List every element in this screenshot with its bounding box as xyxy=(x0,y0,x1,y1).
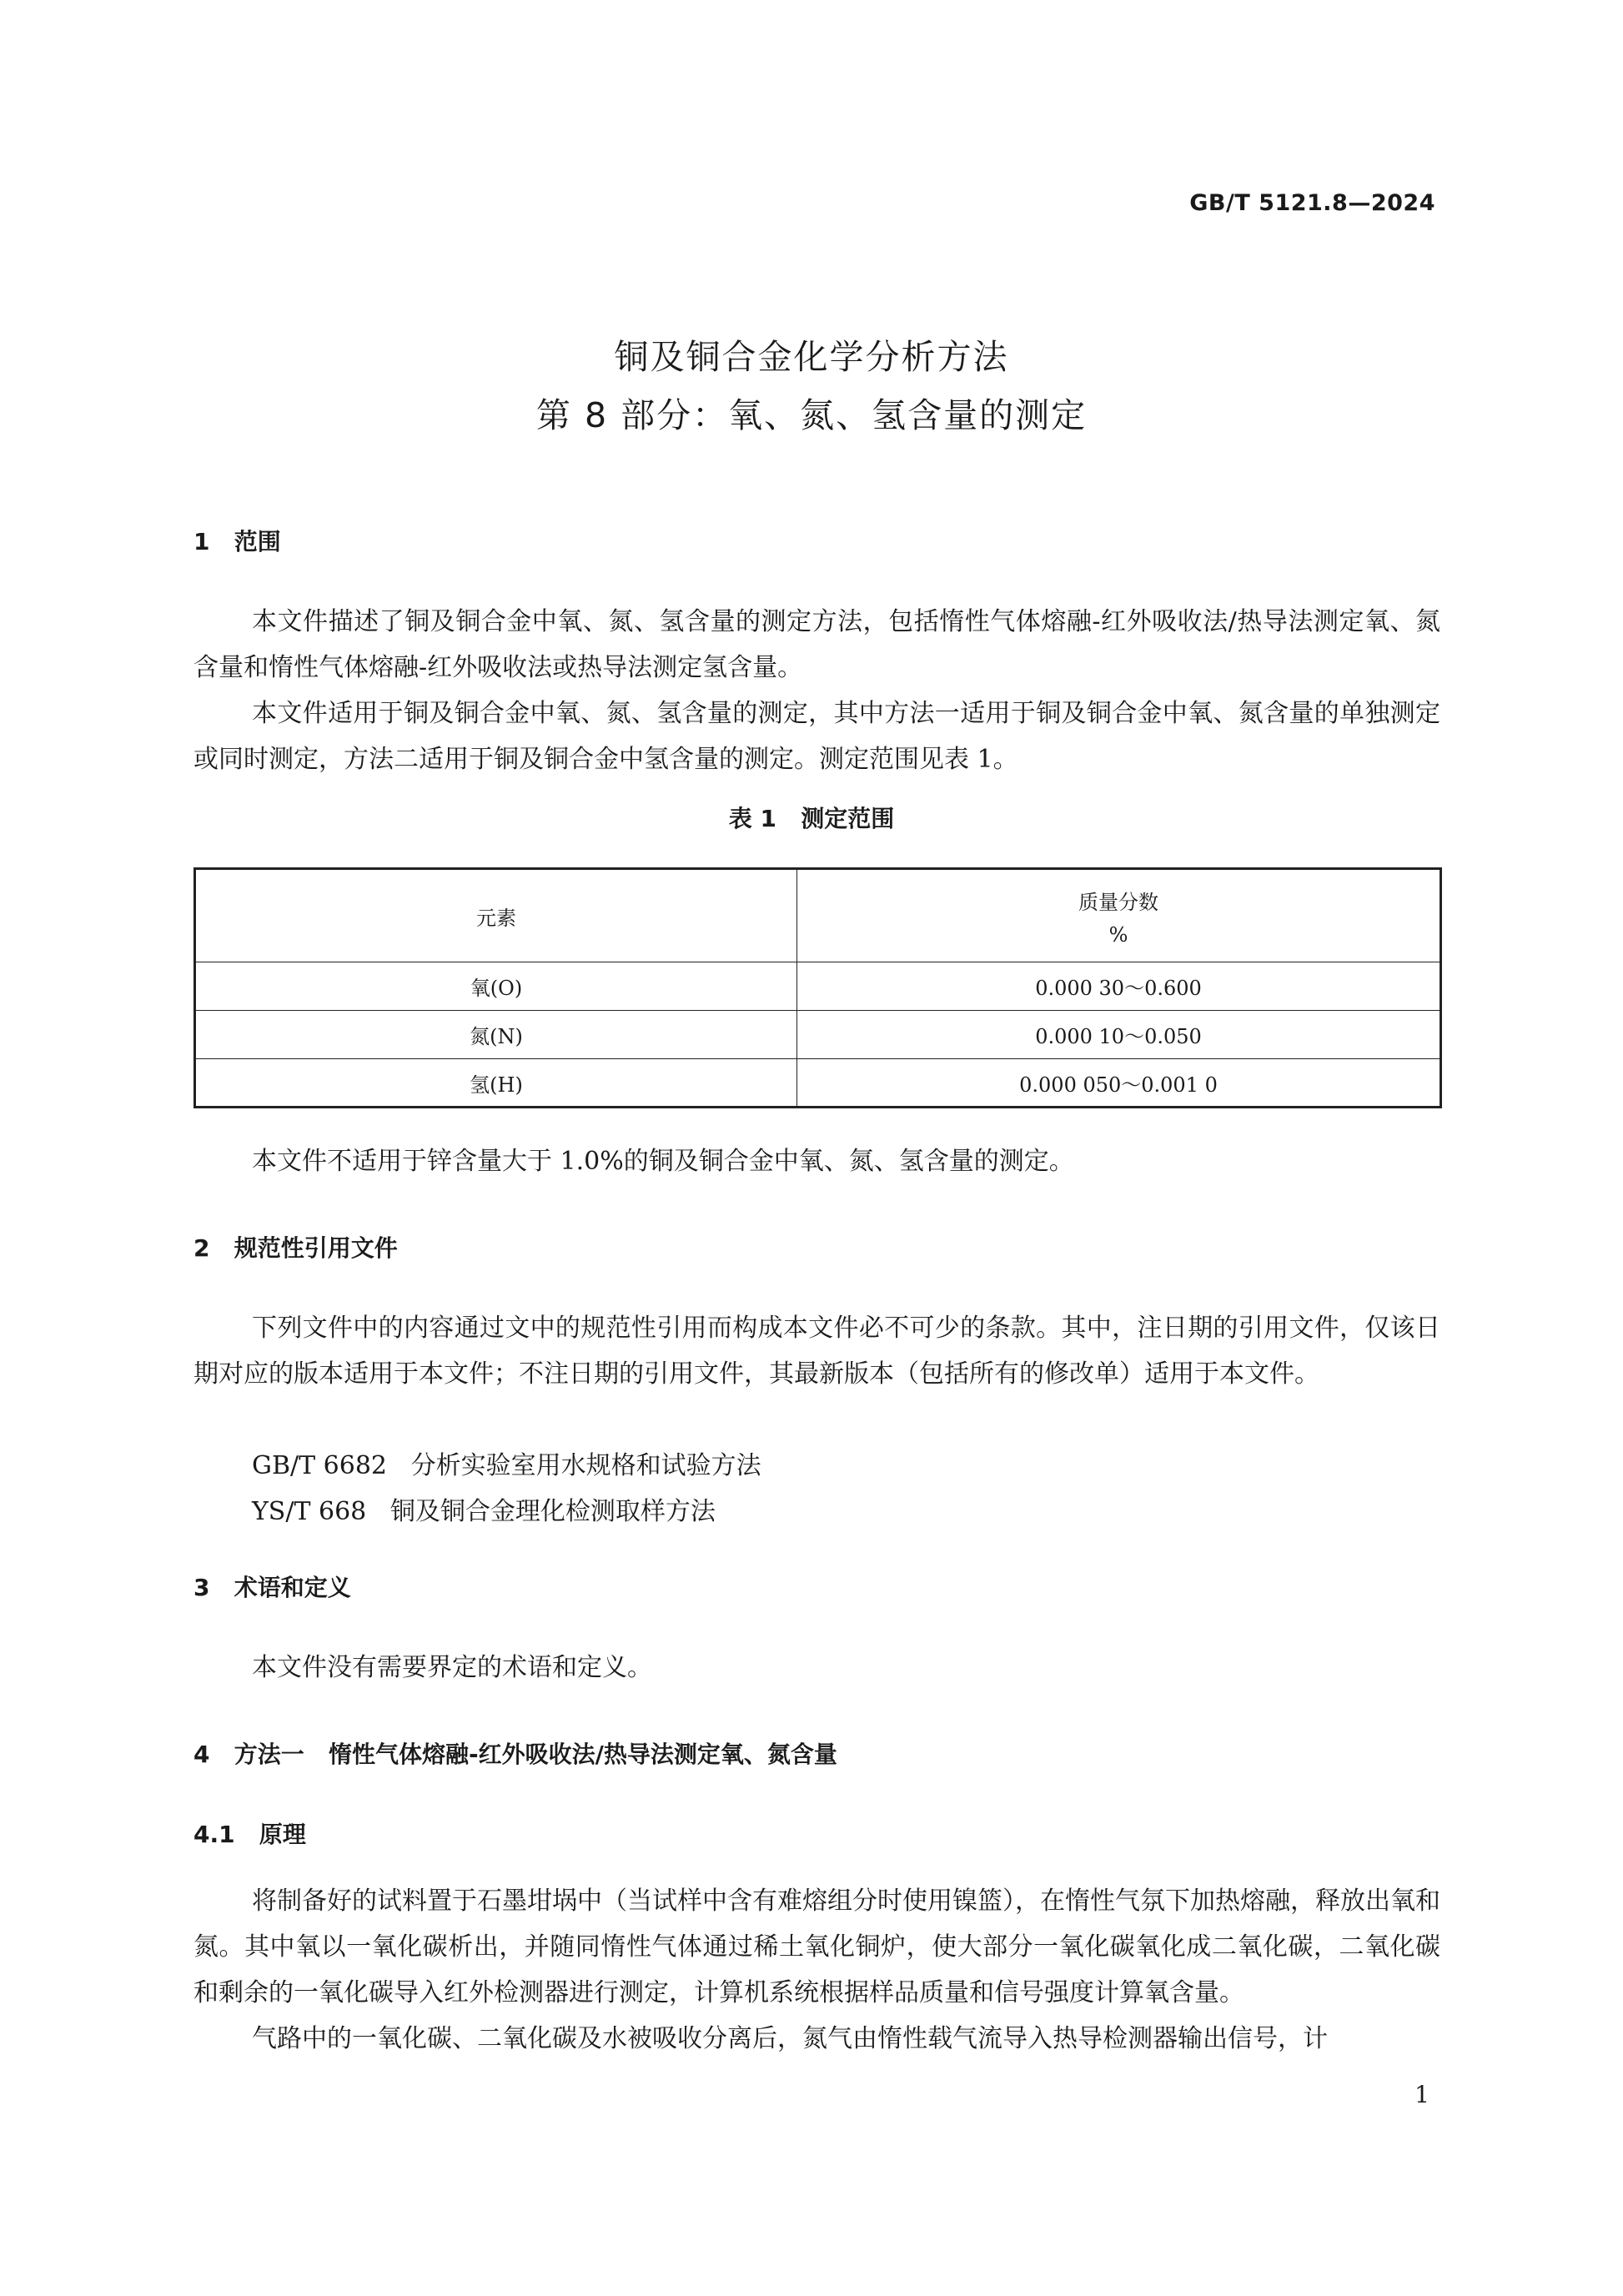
section1-paragraph-3: 本文件不适用于锌含量大于 1.0%的铜及铜合金中氧、氮、氢含量的测定。 xyxy=(252,1147,1074,1176)
section3-paragraph-1: 本文件没有需要界定的术语和定义。 xyxy=(252,1653,652,1682)
reference-gbt-6682: GB/T 6682 分析实验室用水规格和试验方法 xyxy=(252,1451,761,1480)
table-cell-element: 氮(N) xyxy=(195,1011,797,1059)
standard-code: GB/T 5121.8—2024 xyxy=(1189,190,1435,216)
table-row xyxy=(195,962,1441,1011)
table-row xyxy=(195,1011,1441,1059)
range-table xyxy=(193,867,1442,1108)
section2-heading: 2 规范性引用文件 xyxy=(193,1234,398,1262)
section2-paragraph-1: 下列文件中的内容通过文中的规范性引用而构成本文件必不可少的条款。其中，注日期的引用文件，仅该日期对应的版本适用于本文件；不注日期的引用文件，其最新版本（包括所有的修改单）适用于本文件。 xyxy=(193,1314,1440,1389)
table-header-element: 元素 xyxy=(195,869,797,962)
table-header-mass-fraction-label: 质量分数 xyxy=(1078,890,1158,914)
section4-paragraph-2: 气路中的一氧化碳、二氧化碳及水被吸收分离后，氮气由惰性载气流导入热导检测器输出信号，计 xyxy=(252,2024,1328,2053)
section1-paragraph-1: 本文件描述了铜及铜合金中氧、氮、氢含量的测定方法，包括惰性气体熔融-红外吸收法/热导法测定氧、氮含量和惰性气体熔融-红外吸收法或热导法测定氢含量。 xyxy=(193,607,1440,682)
table-cell-element: 氢(H) xyxy=(195,1059,797,1108)
table-row xyxy=(195,1059,1441,1108)
table-cell-range: 0.000 050～0.001 0 xyxy=(797,1059,1441,1108)
section1-paragraph-2: 本文件适用于铜及铜合金中氧、氮、氢含量的测定，其中方法一适用于铜及铜合金中氧、氮含量的单独测定或同时测定，方法二适用于铜及铜合金中氢含量的测定。测定范围见表 1。 xyxy=(193,699,1440,774)
section4-heading: 4 方法一 惰性气体熔融-红外吸收法/热导法测定氧、氮含量 xyxy=(193,1741,837,1768)
table-header-unit: % xyxy=(1108,922,1128,947)
document-title-line1: 铜及铜合金化学分析方法 xyxy=(614,337,1009,377)
section1-heading: 1 范围 xyxy=(193,528,281,555)
section3-heading: 3 术语和定义 xyxy=(193,1574,351,1601)
table-header-mass-fraction xyxy=(797,869,1441,962)
reference-yst-668: YS/T 668 铜及铜合金理化检测取样方法 xyxy=(252,1497,716,1526)
table-title: 表 1 测定范围 xyxy=(728,805,895,832)
section4-1-heading: 4.1 原理 xyxy=(193,1821,306,1848)
document-title-line2: 第 8 部分：氧、氮、氢含量的测定 xyxy=(535,395,1088,435)
table-cell-element: 氧(O) xyxy=(195,962,797,1011)
table-cell-range: 0.000 10～0.050 xyxy=(797,1011,1441,1059)
table-cell-range: 0.000 30～0.600 xyxy=(797,962,1441,1011)
page-number: 1 xyxy=(1414,2081,1430,2108)
section4-paragraph-1: 将制备好的试料置于石墨坩埚中（当试样中含有难熔组分时使用镍篮），在惰性气氛下加热熔融，释放出氧和氮。其中氧以一氧化碳析出，并随同惰性气体通过稀土氧化铜炉，使大部分一氧化碳氧化成二氧化碳，二氧化碳和剩余的一氧化碳导入红外检测器进行测定，计算机系统根据样品质量和信号强度计算氧含量。 xyxy=(193,1887,1440,2007)
